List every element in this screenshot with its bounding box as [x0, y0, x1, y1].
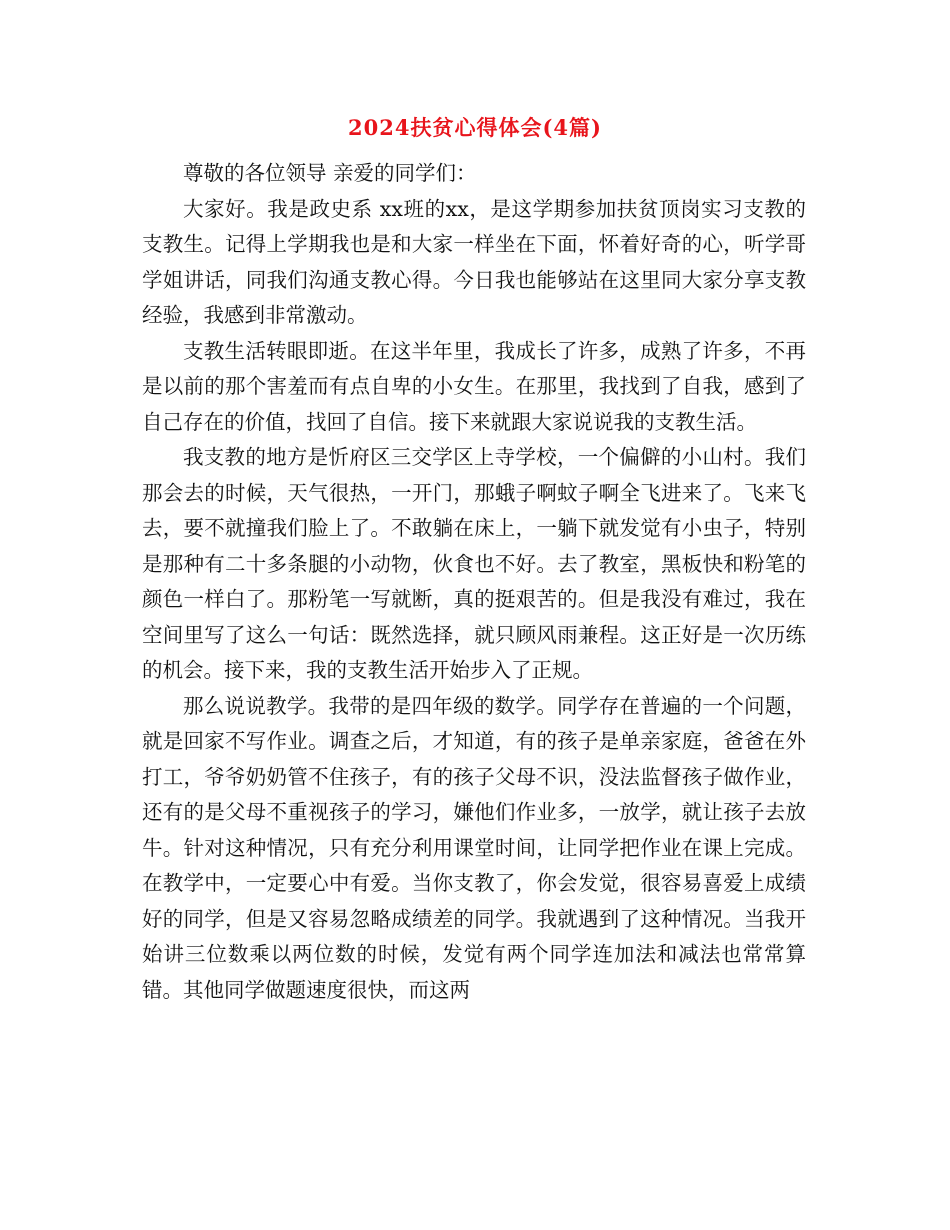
document-title: 2024扶贫心得体会(4篇) [348, 115, 602, 140]
salutation: 尊敬的各位领导 亲爱的同学们： [183, 161, 477, 185]
paragraph: 我支教的地方是忻府区三交学区上寺学校，一个偏僻的小山村。我们那会去的时候，天气很热，一开门，那蛾子啊蚊子啊全飞进来了。飞来飞去，要不就撞我们脸上了。不敢躺在床上，一躺下就发觉有小虫子，特别是那种有二十多条腿的小动物，伙食也不好。去了教室，黑板快和粉笔的颜色一样白了。那粉笔一写就断，真的挺艰苦的。但是我没有难过，我在空间里写了这么一句话：既然选择，就只顾风雨兼程。这正好是一次历练的机会。接下来，我的支教生活开始步入了正规。 [142, 445, 806, 682]
paragraph: 支教生活转眼即逝。在这半年里，我成长了许多，成熟了许多，不再是以前的那个害羞而有点自卑的小女生。在那里，我找到了自我，感到了自己存在的价值，找回了自信。接下来就跟大家说说我的支教生活。 [142, 338, 806, 434]
document-body [142, 156, 806, 1008]
paragraph: 大家好。我是政史系 xx班的xx，是这学期参加扶贫顶岗实习支教的支教生。记得上学期我也是和大家一样坐在下面，怀着好奇的心，听学哥学姐讲话，同我们沟通支教心得。今日我也能够站在这里同大家分享支教经验，我感到非常激动。 [142, 196, 806, 327]
paragraph: 那么说说教学。我带的是四年级的数学。同学存在普遍的一个问题，就是回家不写作业。调查之后，才知道，有的孩子是单亲家庭，爸爸在外打工，爷爷奶奶管不住孩子，有的孩子父母不识，没法监督孩子做作业，还有的是父母不重视孩子的学习，嫌他们作业多，一放学，就让孩子去放牛。针对这种情况，只有充分利用课堂时间，让同学把作业在课上完成。在教学中，一定要心中有爱。当你支教了，你会发觉，很容易喜爱上成绩好的同学，但是又容易忽略成绩差的同学。我就遇到了这种情况。当我开始讲三位数乘以两位数的时候，发觉有两个同学连加法和减法也常常算错。其他同学做题速度很快，而这两 [142, 693, 806, 1002]
